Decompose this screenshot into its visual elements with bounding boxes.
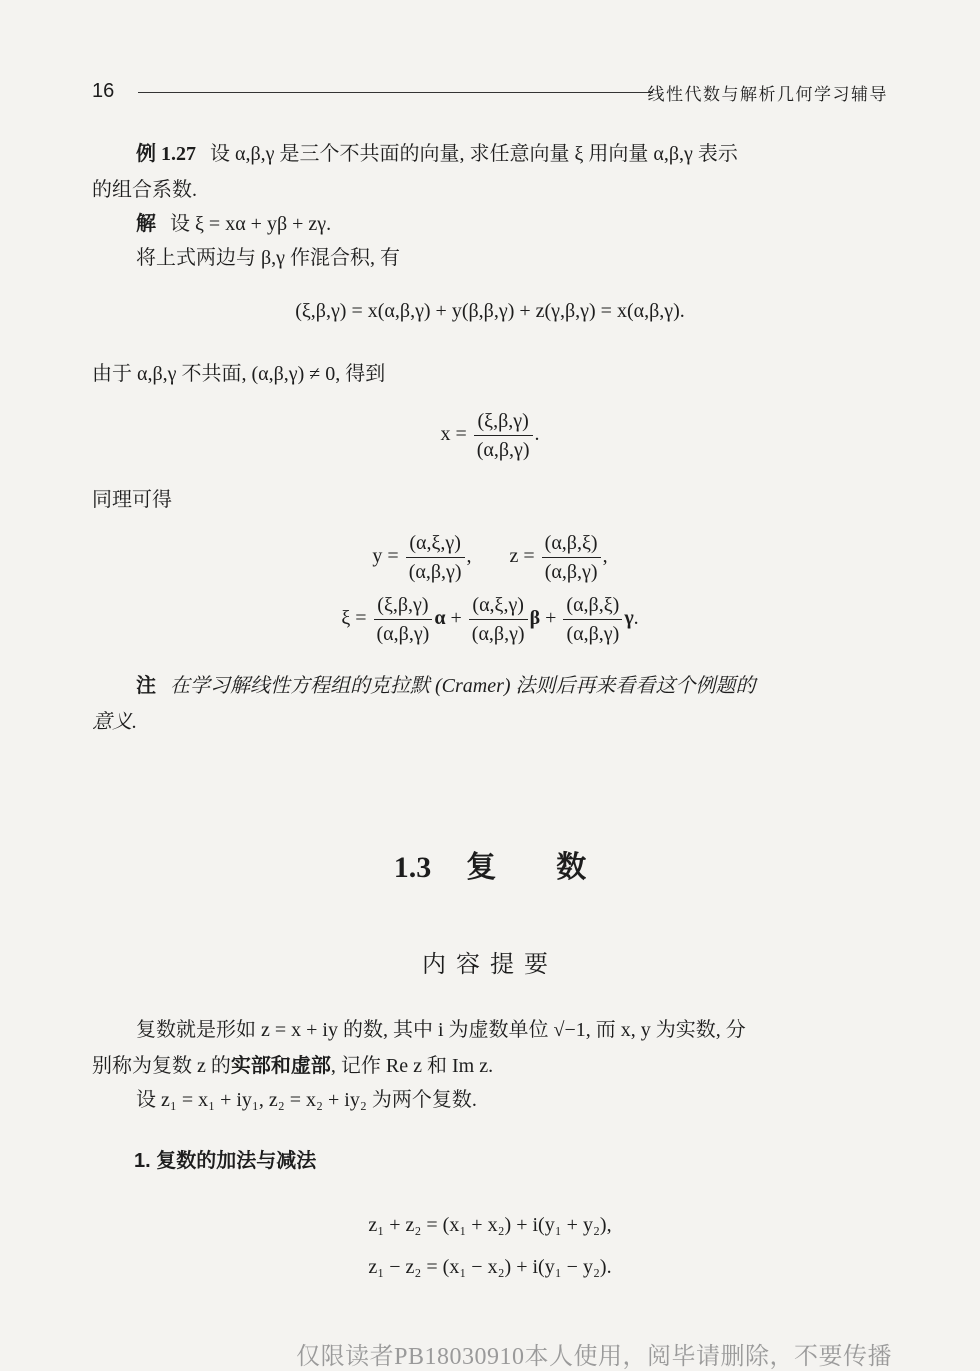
example-statement — [92, 136, 888, 208]
solution-text1: 设 ξ = xα + yβ + zγ. — [170, 213, 332, 235]
fraction-z-numerator: (α,β,ξ) — [542, 530, 601, 558]
fraction-y-numerator: (α,ξ,γ) — [406, 530, 465, 558]
note-label: 注 — [136, 675, 156, 697]
fraction-xi-term1-numerator: (ξ,β,γ) — [374, 592, 433, 620]
intro-line2 — [92, 1048, 888, 1084]
note — [92, 668, 888, 740]
note-line1: 在学习解线性方程组的克拉默 (Cramer) 法则后再来看看这个例题的 — [170, 675, 756, 697]
term-imaginary-part: 虚部 — [290, 1055, 331, 1077]
page-number: 16 — [92, 80, 115, 102]
equation-y-lhs: y = — [372, 545, 399, 568]
example-statement-line2: 的组合系数. — [92, 179, 197, 201]
intro-line2-part1: 别称为复数 z 的 — [92, 1055, 231, 1077]
watermark-text: 仅限读者PB18030910本人使用，阅毕请删除，不要传播 — [296, 1344, 892, 1370]
section-title: 复 数 — [466, 851, 587, 884]
fraction-xi-term1 — [374, 592, 433, 647]
equation-x-lhs: x = — [440, 423, 467, 446]
example-statement-line1: 设 α,β,γ 是三个不共面的向量, 求任意向量 ξ 用向量 α,β,γ 表示 — [210, 143, 738, 165]
fraction-y — [406, 530, 465, 585]
text-noncoplanar: 由于 α,β,γ 不共面, (α,β,γ) ≠ 0, 得到 — [92, 363, 386, 385]
fraction-xi-term3 — [563, 592, 622, 647]
fraction-xi-term2 — [469, 592, 528, 647]
equation-addition: z₁ + z₂ = (x₁ + x₂) + i(y₁ + y₂), — [368, 1214, 612, 1236]
fraction-xi-term1-denominator: (α,β,γ) — [376, 623, 430, 645]
text-similarly: 同理可得 — [92, 489, 172, 511]
intro-line1: 复数就是形如 z = x + iy 的数, 其中 i 为虚数单位 √−1, 而 x, y 为实数, 分 — [136, 1019, 746, 1041]
fraction-xi-term3-denominator: (α,β,γ) — [566, 623, 620, 645]
equation-xi-lhs: ξ = — [341, 607, 367, 630]
fraction-z-denominator: (α,β,γ) — [544, 561, 598, 583]
fraction-x — [474, 408, 533, 463]
header-rule — [138, 92, 653, 93]
subsection-title: 1. 复数的加法与减法 — [134, 1150, 317, 1172]
fraction-y-denominator: (α,β,γ) — [408, 561, 462, 583]
solution-label: 解 — [136, 213, 156, 235]
equation-mixed-product: (ξ,β,γ) = x(α,β,γ) + y(β,β,γ) + z(γ,β,γ) = x(α,β,γ). — [295, 300, 685, 322]
intro-paragraph — [92, 1012, 888, 1084]
fraction-z — [542, 530, 601, 585]
equation-xi: ξ = $\frac{(\xi,\beta,\gamma)}{(\alpha,\beta,\gamma)}$ α + $\frac{(\alpha,\xi,\gamma)}{(\alpha,\beta,\gamma)}$ β + $\frac{(\alpha,\beta,\xi)}{(\alpha,\beta,\gamma)}$ γ. — [341, 594, 639, 645]
book-title: 线性代数与解析几何学习辅导 — [647, 85, 888, 104]
equation-z-lhs: z = — [509, 545, 535, 568]
fraction-x-numerator: (ξ,β,γ) — [474, 408, 533, 436]
note-line2: 意义. — [92, 711, 137, 733]
equation-x: x = $\frac{(\xi,\beta,\gamma)}{(\alpha,\beta,\gamma)}$ . — [440, 410, 540, 461]
term-and: 和 — [270, 1055, 291, 1077]
intro-line3: 设 z₁ = x₁ + iy₁, z₂ = x₂ + iy₂ 为两个复数. — [136, 1089, 477, 1111]
fraction-x-denominator: (α,β,γ) — [476, 439, 530, 461]
fraction-xi-term3-numerator: (α,β,ξ) — [563, 592, 622, 620]
fraction-xi-term2-numerator: (α,ξ,γ) — [469, 592, 528, 620]
solution-line1 — [92, 206, 888, 242]
section-number: 1.3 — [393, 851, 432, 884]
fraction-xi-term2-denominator: (α,β,γ) — [471, 623, 525, 645]
example-label: 例 1.27 — [136, 143, 196, 165]
term-real-part: 实部 — [230, 1055, 271, 1077]
section-heading — [0, 842, 980, 886]
section-subtitle: 内容提要 — [422, 952, 558, 978]
solution-line2: 将上式两边与 β,γ 作混合积, 有 — [136, 247, 401, 269]
equation-subtraction: z₁ − z₂ = (x₁ − x₂) + i(y₁ − y₂). — [368, 1256, 612, 1278]
equation-y-z: y = $\frac{(\alpha,\xi,\gamma)}{(\alpha,\beta,\gamma)}$ , z = $\frac{(\alpha,\beta,\xi)}{(\alpha,\beta,\gamma)}$ , — [372, 532, 608, 583]
intro-line2-part2: , 记作 Re z 和 Im z. — [330, 1055, 494, 1077]
